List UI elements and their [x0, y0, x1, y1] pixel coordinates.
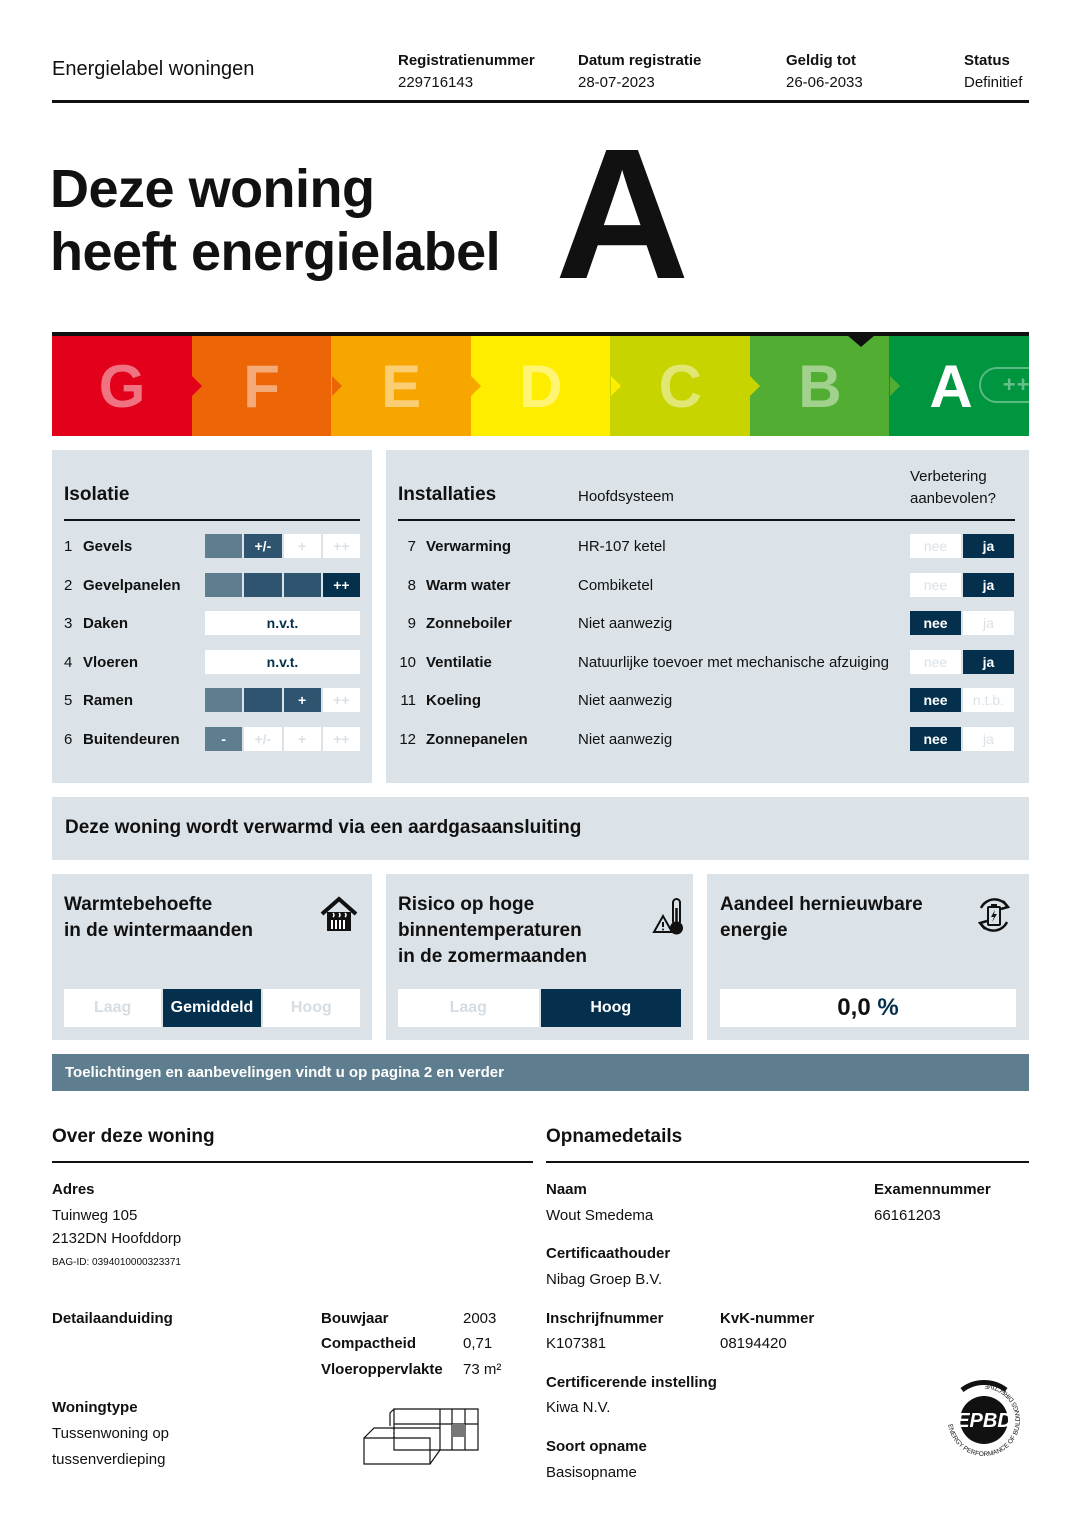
isolatie-cell [205, 534, 242, 558]
aandeel-title-line1: Aandeel hernieuwbare [720, 894, 923, 915]
headline-line1: Deze woning [50, 159, 375, 219]
compactheid-value: 0,71 [463, 1335, 493, 1352]
scale-letter-d: D [519, 352, 563, 420]
woningtype-line1: Tussenwoning op [52, 1425, 170, 1442]
epbd-logo [940, 1376, 1028, 1464]
detailaanduiding-label: Detailaanduiding [52, 1310, 173, 1327]
isolatie-cell: + [284, 727, 321, 751]
scale-arrow-icon [750, 376, 760, 396]
scale-letter-a: A [929, 352, 973, 420]
isolatie-row-label: Daken [83, 615, 129, 633]
isolatie-cell: - [205, 727, 242, 751]
registratienummer-block [398, 50, 535, 94]
isolatie-cell [244, 688, 281, 712]
isolatie-cell: ++ [323, 727, 360, 751]
registratienummer-label: Registratienummer [398, 52, 535, 69]
warmte-title-line2: in de wintermaanden [64, 920, 253, 941]
aandeel-value: 0,0 [837, 994, 871, 1021]
isolatie-cell [284, 573, 321, 597]
status-label: Status [964, 52, 1010, 69]
isolatie-cell: + [284, 534, 321, 558]
installatie-row-label: Ventilatie [426, 653, 492, 671]
scale-arrow-icon [332, 376, 342, 396]
isolatie-rating-scale [205, 688, 360, 712]
risico-title-line2: binnentemperaturen [398, 920, 582, 941]
certificaathouder-value: Nibag Groep B.V. [546, 1271, 663, 1288]
scale-segment-g [52, 336, 192, 436]
isolatie-row-number: 6 [64, 731, 73, 748]
warmte-title-line1: Warmtebehoefte [64, 894, 213, 915]
scale-segment-f [192, 336, 332, 436]
adres-label: Adres [52, 1181, 95, 1198]
risico-option-hoog: Hoog [541, 989, 682, 1027]
installatie-hoofdsysteem: Natuurlijke toevoer met mechanische afzuiging [578, 653, 889, 671]
soort-opname-value: Basisopname [546, 1464, 637, 1481]
scale-plus-badge: ++++ [979, 367, 1080, 403]
bouwjaar-value: 2003 [463, 1310, 497, 1327]
verbetering-nee-cell: nee [910, 688, 961, 712]
naam-value: Wout Smedema [546, 1207, 654, 1224]
isolatie-rating-scale [205, 727, 360, 751]
isolatie-row-number: 3 [64, 615, 73, 633]
header-divider [52, 100, 1029, 103]
aandeel-panel [707, 874, 1029, 1040]
registratienummer-value: 229716143 [398, 74, 474, 91]
geldig-block [786, 50, 863, 94]
aardgas-banner [52, 797, 1029, 860]
geldig-value: 26-06-2033 [786, 74, 863, 91]
headline [50, 158, 500, 284]
isolatie-cell: ++ [323, 688, 360, 712]
inschrijfnummer-value: K107381 [546, 1335, 607, 1352]
warning-thermometer-icon [652, 896, 686, 936]
verbetering-nee-cell: nee [910, 534, 961, 558]
installatie-hoofdsysteem: Niet aanwezig [578, 692, 673, 710]
risico-title [398, 892, 587, 970]
aandeel-unit: % [877, 994, 899, 1021]
aandeel-value-box [720, 989, 1016, 1027]
isolatie-rule [64, 519, 360, 521]
verbetering-nee-cell: nee [910, 573, 961, 597]
adres-line2: 2132DN Hoofddorp [52, 1230, 182, 1247]
verbetering-nee-cell: nee [910, 727, 961, 751]
isolatie-rating-scale [205, 650, 360, 674]
isolatie-cell [205, 688, 242, 712]
verbetering-header [910, 466, 996, 510]
aardgas-banner-text: Deze woning wordt verwarmd via een aardgasaansluiting [65, 817, 582, 838]
examennummer-value: 66161203 [874, 1207, 941, 1224]
document-title: Energielabel woningen [52, 58, 255, 80]
house-heating-icon [320, 896, 358, 934]
installaties-title: Installaties [398, 484, 497, 505]
isolatie-cell [244, 573, 281, 597]
verbetering-ja-cell: ja [963, 534, 1014, 558]
building-type-icon [360, 1406, 482, 1468]
instelling-value: Kiwa N.V. [546, 1399, 611, 1416]
isolatie-cell: + [284, 688, 321, 712]
installatie-hoofdsysteem: HR-107 ketel [578, 538, 666, 555]
installatie-row-label: Warm water [426, 576, 511, 594]
warmte-panel [52, 874, 372, 1040]
big-energy-label: A [555, 111, 690, 318]
opname-title: Opnamedetails [546, 1126, 683, 1147]
bouwjaar-label: Bouwjaar [321, 1310, 389, 1327]
isolatie-cell: ++ [323, 534, 360, 558]
woningtype-line2: tussenverdieping [52, 1451, 166, 1468]
scale-segment-c [610, 336, 750, 436]
hoofdsysteem-header: Hoofdsysteem [578, 488, 674, 505]
installaties-rule [398, 519, 1015, 521]
scale-pointer-icon [847, 335, 875, 347]
scale-segment-e [331, 336, 471, 436]
isolatie-nvt: n.v.t. [205, 611, 360, 635]
isolatie-rating-scale [205, 611, 360, 635]
toelichting-text: Toelichtingen en aanbevelingen vindt u op pagina 2 en verder [65, 1064, 504, 1081]
isolatie-row-label: Ramen [83, 692, 134, 710]
isolatie-row-label: Buitendeuren [83, 731, 180, 748]
scale-letter-b: B [798, 352, 842, 420]
isolatie-row-number: 4 [64, 653, 73, 671]
verbetering-nee-cell: nee [910, 611, 961, 635]
bag-id: BAG-ID: 0394010000323371 [52, 1257, 181, 1268]
installatie-hoofdsysteem: Combiketel [578, 576, 654, 594]
installatie-row-label: Zonnepanelen [426, 731, 528, 748]
verbetering-ja-cell: n.t.b. [963, 688, 1014, 712]
installatie-hoofdsysteem: Niet aanwezig [578, 731, 673, 748]
datum-value: 28-07-2023 [578, 74, 655, 91]
vloeroppervlakte-value: 73 m² [463, 1361, 502, 1378]
scale-arrow-icon [471, 376, 481, 396]
risico-option-laag: Laag [398, 989, 539, 1027]
verbetering-ja-cell: ja [963, 727, 1014, 751]
installatie-row-label: Verwarming [426, 538, 512, 555]
compactheid-label: Compactheid [321, 1335, 417, 1352]
scale-letter-c: C [658, 352, 702, 420]
geldig-label: Geldig tot [786, 52, 856, 69]
isolatie-cell: +/- [244, 534, 281, 558]
isolatie-panel [52, 450, 372, 783]
scale-letter-g: G [98, 352, 146, 420]
scale-arrow-icon [890, 376, 900, 396]
isolatie-row-number: 1 [64, 538, 73, 555]
kvk-label: KvK-nummer [720, 1310, 815, 1327]
soort-opname-label: Soort opname [546, 1438, 647, 1455]
examennummer-label: Examennummer [874, 1181, 991, 1198]
installaties-panel [386, 450, 1029, 783]
datum-block [578, 50, 701, 94]
verbetering-ja-cell: ja [963, 611, 1014, 635]
verbetering-ja-cell: ja [963, 573, 1014, 597]
risico-title-line3: in de zomermaanden [398, 946, 587, 967]
installatie-row-number: 9 [407, 615, 416, 633]
scale-segment-a [889, 336, 1059, 436]
naam-label: Naam [546, 1181, 587, 1198]
instelling-label: Certificerende instelling [546, 1374, 717, 1391]
woningtype-label: Woningtype [52, 1399, 138, 1416]
verbetering-nee-cell: nee [910, 650, 961, 674]
installatie-row-number: 7 [407, 538, 416, 555]
woning-rule [52, 1161, 533, 1163]
risico-panel [386, 874, 693, 1040]
certificaathouder-label: Certificaathouder [546, 1245, 671, 1262]
epbd-ring-text: ENERGY PERFORMANCE OF BUILDINGS DIRECTIVE [946, 1381, 1023, 1459]
vloeroppervlakte-label: Vloeroppervlakte [321, 1361, 443, 1378]
scale-segment-d [471, 336, 611, 436]
scale-segment-b [750, 336, 890, 436]
installatie-hoofdsysteem: Niet aanwezig [578, 615, 673, 633]
isolatie-title: Isolatie [64, 484, 130, 505]
isolatie-rating-scale [205, 573, 360, 597]
installatie-row-label: Zonneboiler [426, 615, 512, 633]
installatie-row-label: Koeling [426, 692, 481, 710]
warmte-option-laag: Laag [64, 989, 161, 1027]
kvk-value: 08194420 [720, 1335, 787, 1352]
warmte-option-gemiddeld: Gemiddeld [163, 989, 260, 1027]
status-block [964, 50, 1022, 94]
headline-line2: heeft energielabel [50, 222, 501, 282]
warmte-option-hoog: Hoog [263, 989, 360, 1027]
verbetering-header-line1: Verbetering [910, 468, 987, 485]
isolatie-cell: ++ [323, 573, 360, 597]
status-value: Definitief [964, 74, 1023, 91]
epbd-logo-text: EPBD [956, 1410, 1012, 1432]
verbetering-ja-cell: ja [963, 650, 1014, 674]
verbetering-header-line2: aanbevolen? [910, 490, 996, 507]
installatie-row-number: 8 [407, 576, 416, 594]
woning-title: Over deze woning [52, 1126, 215, 1147]
scale-letter-e: E [381, 352, 422, 420]
installatie-row-number: 12 [399, 731, 416, 748]
scale-arrow-icon [611, 376, 621, 396]
renewable-energy-icon [973, 894, 1015, 936]
scale-arrow-icon [192, 376, 202, 396]
opname-rule [546, 1161, 1029, 1163]
isolatie-row-label: Gevelpanelen [83, 576, 181, 594]
warmte-title [64, 892, 253, 944]
installatie-row-number: 11 [400, 692, 416, 710]
isolatie-rating-scale [205, 534, 360, 558]
isolatie-nvt: n.v.t. [205, 650, 360, 674]
scale-letter-f: F [243, 352, 280, 420]
risico-title-line1: Risico op hoge [398, 894, 535, 915]
installatie-row-number: 10 [399, 653, 416, 671]
toelichting-bar[interactable] [52, 1054, 1029, 1091]
adres-line1: Tuinweg 105 [52, 1207, 138, 1224]
inschrijfnummer-label: Inschrijfnummer [546, 1310, 664, 1327]
aandeel-title [720, 892, 923, 944]
isolatie-row-number: 2 [64, 576, 73, 594]
isolatie-cell: +/- [244, 727, 281, 751]
isolatie-row-label: Vloeren [83, 653, 139, 671]
datum-label: Datum registratie [578, 52, 702, 69]
aandeel-title-line2: energie [720, 920, 788, 941]
isolatie-cell [205, 573, 242, 597]
isolatie-row-number: 5 [64, 692, 73, 710]
isolatie-row-label: Gevels [83, 538, 133, 555]
